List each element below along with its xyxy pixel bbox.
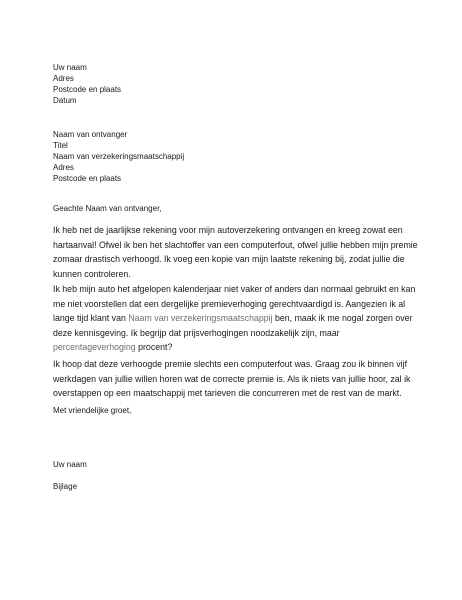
paragraph-2-part1: Ik heb mijn auto het afgelopen kalenderjaar niet vaker of anders dan normaal gebruikt en kan me niet voorstellen dat een dergelijke premieverhoging gerechtvaardigd is. Aangezien ik al lange tijd klant van xyxy=(53,284,416,324)
recipient-title: Titel xyxy=(53,141,68,150)
percentage-placeholder: percentageverhoging xyxy=(53,342,136,353)
enclosure: Bijlage xyxy=(53,482,78,491)
closing: Met vriendelijke groet, xyxy=(53,406,132,415)
paragraph-2-part3: procent? xyxy=(135,342,173,353)
sender-name: Uw naam xyxy=(53,63,87,72)
recipient-address: Adres xyxy=(53,163,74,172)
sender-block xyxy=(53,62,121,106)
recipient-company: Naam van verzekeringsmaatschappij xyxy=(53,152,185,161)
paragraph-3 xyxy=(53,357,423,401)
paragraph-2-part2: ben, maak ik me nogal zorgen over deze kennisgeving. Ik begrijp dat prijsverhogingen noodzakelijk zijn, maar xyxy=(53,313,413,338)
recipient-postal-city: Postcode en plaats xyxy=(53,174,122,183)
sender-date: Datum xyxy=(53,96,77,105)
paragraph-2-text xyxy=(53,282,423,355)
signature-block xyxy=(53,459,87,470)
paragraph-2 xyxy=(53,282,423,355)
enclosure-block xyxy=(53,481,77,492)
salutation: Geachte Naam van ontvanger, xyxy=(53,204,162,213)
salutation-block xyxy=(53,203,162,214)
closing-block xyxy=(53,405,131,416)
recipient-name: Naam van ontvanger xyxy=(53,130,128,139)
paragraph-3-text: Ik hoop dat deze verhoogde premie slechts een computerfout was. Graag zou ik binnen vijf werkdagen van jullie willen horen wat de correcte premie is. Als ik niets van jullie hoor, zal ik overstappen op een maatschappij met tarieven die concurreren met de rest van de markt. xyxy=(53,359,411,399)
recipient-block xyxy=(53,129,184,184)
signature-name: Uw naam xyxy=(53,460,87,469)
sender-postal-city: Postcode en plaats xyxy=(53,85,122,94)
company-placeholder: Naam van verzekeringsmaatschappij xyxy=(128,313,273,324)
sender-address: Adres xyxy=(53,74,74,83)
paragraph-1-text: Ik heb net de jaarlijkse rekening voor mijn autoverzekering ontvangen en kreeg zowat een hartaanval! Ofwel ik ben het slachtoffer van een computerfout, ofwel jullie hebben mijn premie zomaar drastisch verhoogd. Ik voeg een kopie van mijn laatste rekening bij, zodat jullie die kunnen controleren. xyxy=(53,225,418,279)
paragraph-1 xyxy=(53,223,423,281)
